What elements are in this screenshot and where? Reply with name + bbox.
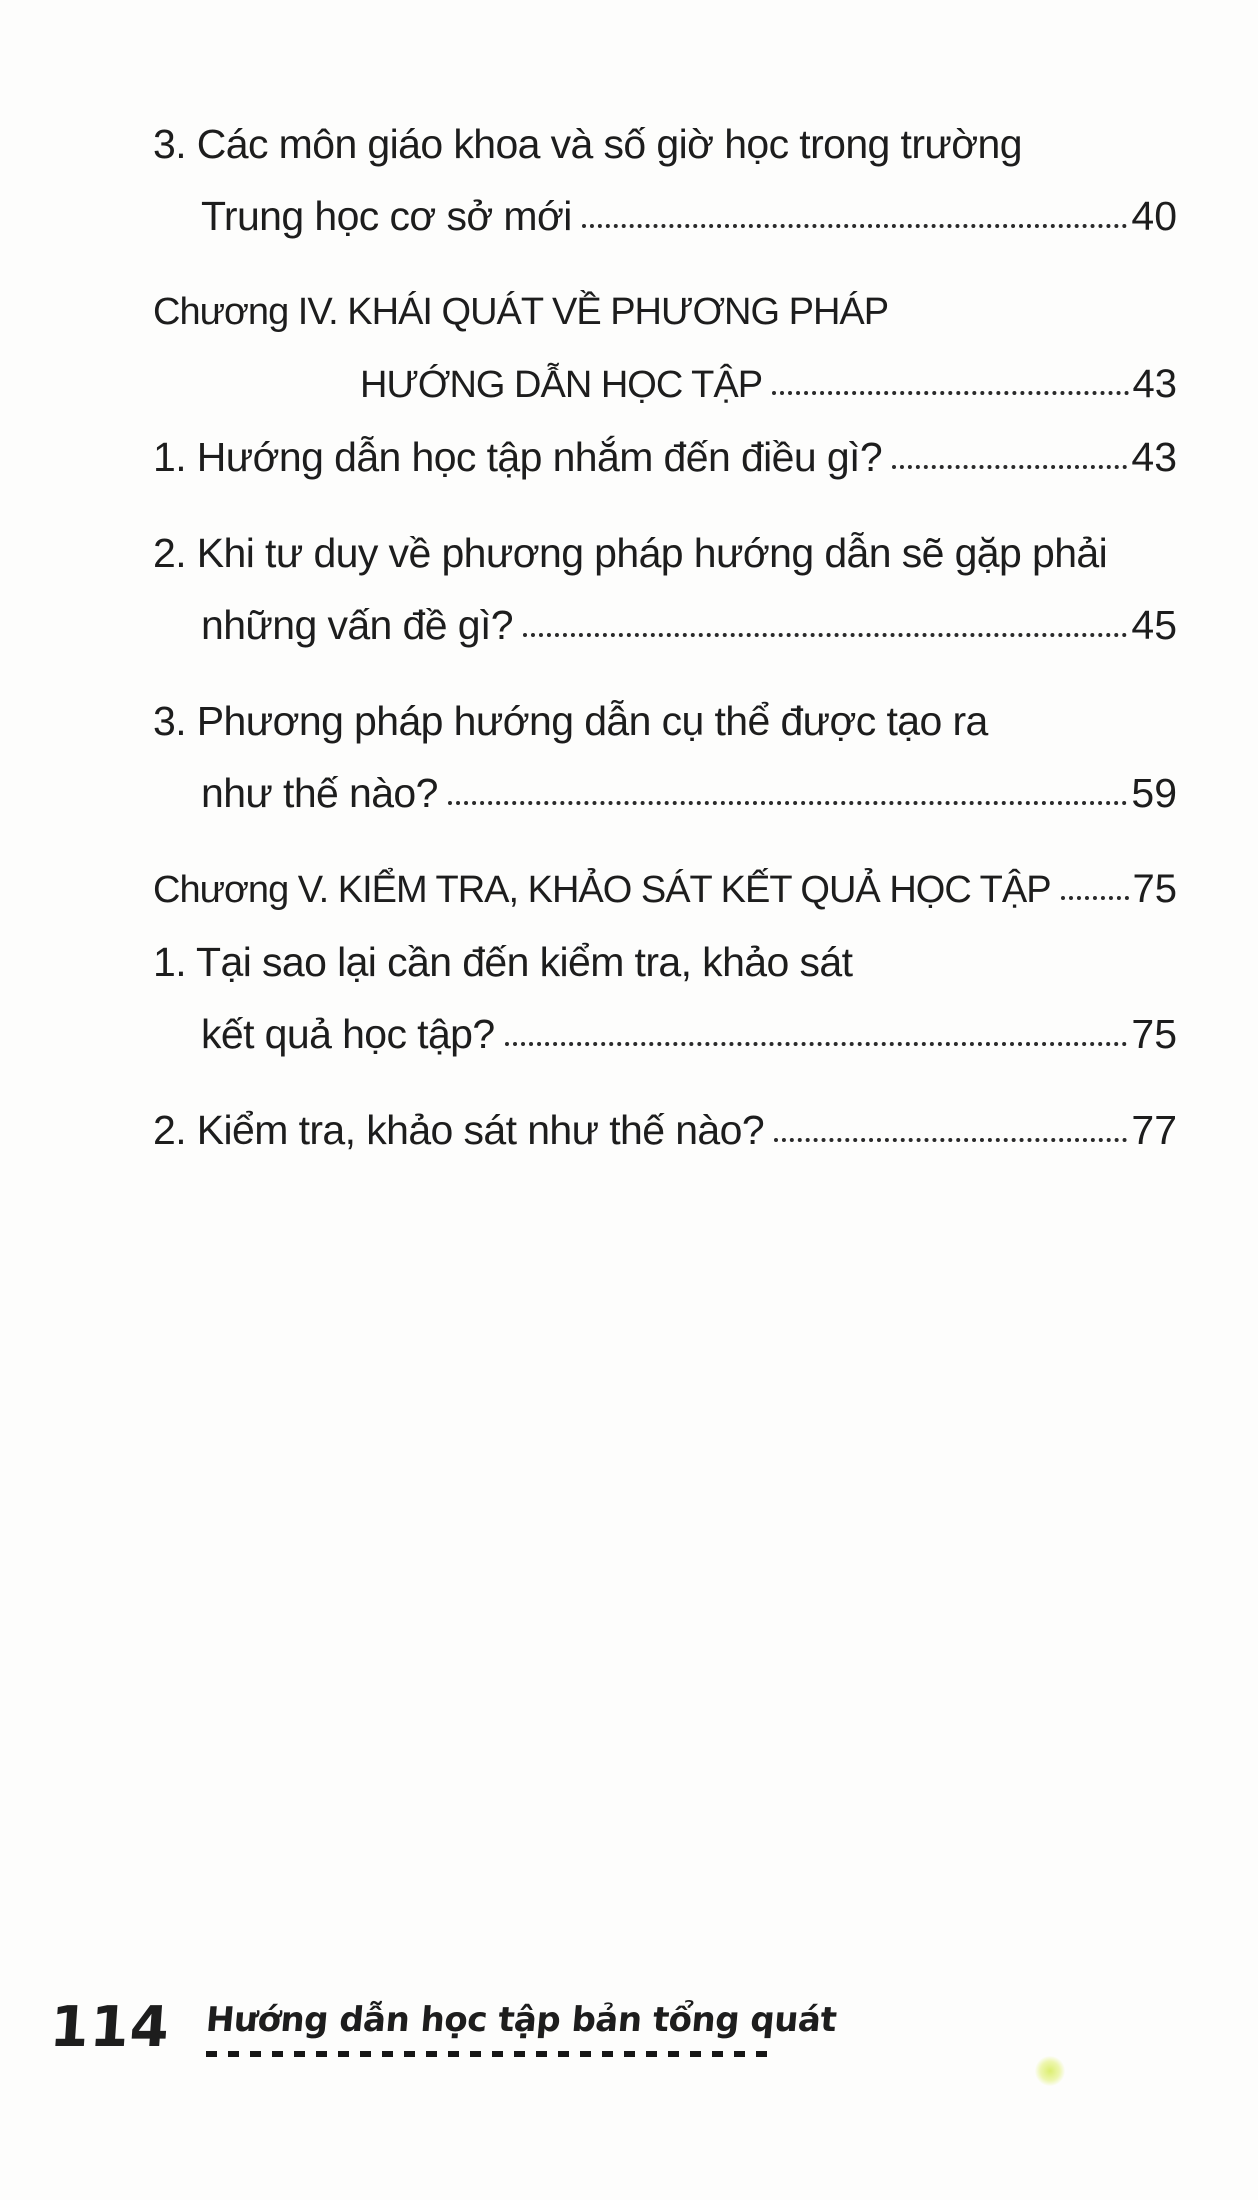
dot-leader [523,633,1127,637]
toc-page-number: 43 [1131,434,1177,480]
toc-line-text: 1. Hướng dẫn học tập nhắm đến điều gì? [153,434,883,480]
toc-line-text: 3. Phương pháp hướng dẫn cụ thể được tạo ra [153,698,988,744]
toc-line [153,685,1177,757]
toc-line [153,348,1177,421]
toc-page-number: 59 [1131,770,1177,816]
toc-page-number: 40 [1131,193,1177,239]
toc-line [153,757,1177,829]
toc-line-text: 2. Khi tư duy về phương pháp hướng dẫn sẽ gặp phải [153,530,1108,576]
page-footer [47,1995,838,2060]
table-of-contents [153,108,1177,1190]
toc-chapter-entry [153,853,1177,926]
toc-line [153,108,1177,180]
folio-page-number: 114 [47,1995,173,2060]
toc-chapter-entry [153,276,1177,421]
toc-line [153,589,1177,661]
running-title: Hướng dẫn học tập bản tổng quát [204,2000,838,2040]
toc-entry [153,926,1177,1070]
toc-line-text: kết quả học tập? [201,1011,495,1057]
toc-line [153,421,1177,493]
toc-entry [153,517,1177,661]
toc-page-number: 77 [1131,1107,1177,1153]
toc-page-number: 45 [1131,602,1177,648]
toc-chapter-title: Chương V. KIỂM TRA, KHẢO SÁT KẾT QUẢ HỌC TẬP [153,869,1051,911]
toc-line-text: những vấn đề gì? [201,602,513,648]
running-head [206,2000,836,2057]
toc-entry [153,108,1177,252]
dot-leader [892,465,1127,469]
toc-page-number: 75 [1132,867,1177,911]
toc-line-text: Trung học cơ sở mới [201,193,572,239]
toc-line [153,180,1177,252]
toc-page-number: 43 [1132,362,1177,406]
toc-line [153,1094,1177,1166]
toc-entry [153,1094,1177,1166]
dot-leader [774,1138,1127,1142]
dot-leader [1061,896,1129,900]
toc-chapter-title: HƯỚNG DẪN HỌC TẬP [360,364,763,406]
scan-artifact-speck [1035,2056,1065,2086]
toc-entry [153,421,1177,493]
toc-line [153,926,1177,998]
toc-line [153,998,1177,1070]
toc-entry [153,685,1177,829]
toc-line [153,517,1177,589]
toc-line [153,276,1177,348]
toc-line-text: như thế nào? [201,770,438,816]
toc-line-text: 1. Tại sao lại cần đến kiểm tra, khảo sát [153,939,853,985]
dot-leader [772,391,1128,395]
toc-line-text: 3. Các môn giáo khoa và số giờ học trong trường [153,121,1022,167]
toc-line-text: 2. Kiểm tra, khảo sát như thế nào? [153,1107,765,1153]
dashed-rule [206,2051,778,2057]
dot-leader [448,801,1128,805]
dot-leader [505,1042,1128,1046]
toc-line [153,853,1177,926]
toc-chapter-title: Chương IV. KHÁI QUÁT VỀ PHƯƠNG PHÁP [153,291,889,333]
dot-leader [582,224,1128,228]
toc-page-number: 75 [1131,1011,1177,1057]
